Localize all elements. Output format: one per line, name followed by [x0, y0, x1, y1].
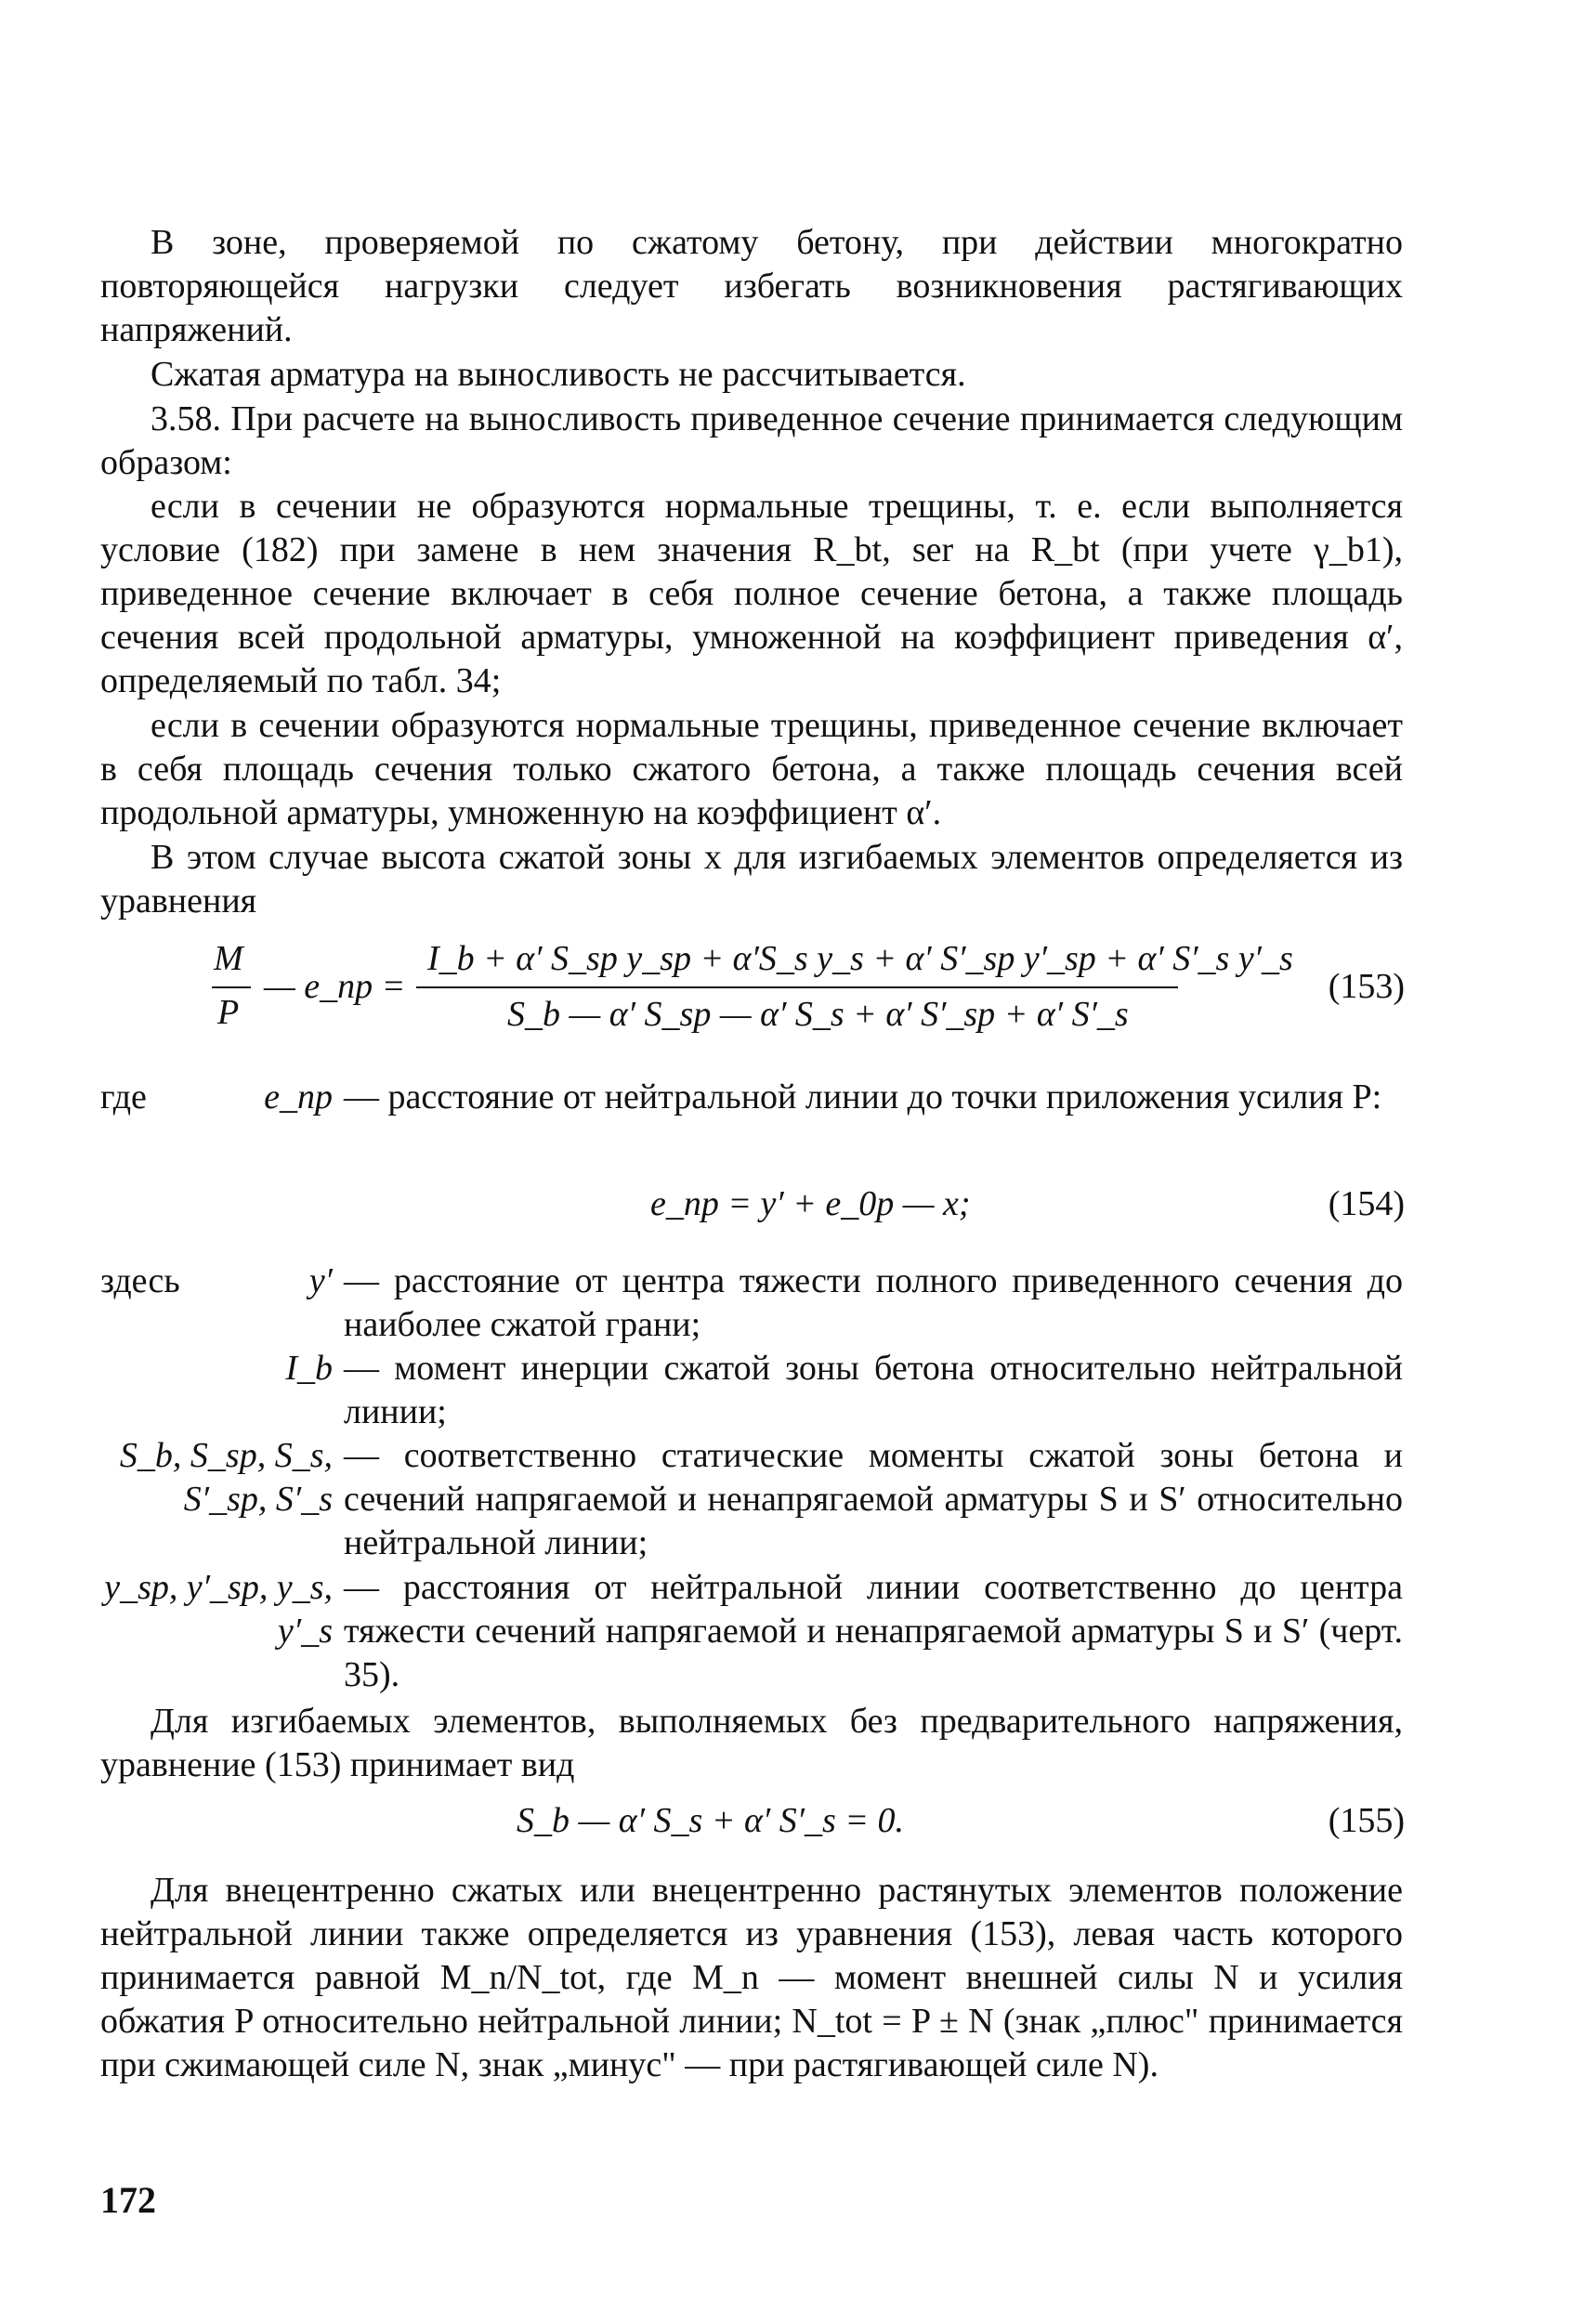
here-label: здесь: [100, 1261, 180, 1300]
definition-text: — расстояние от нейтральной линии до точки приложения усилия P:: [344, 1077, 1382, 1116]
eq153-numerator: I_b + α′ S_sp y_sp + α′S_s y_s + α′ S′_sp y′_sp + α′ S′_s y′_s: [427, 939, 1293, 978]
paragraph-section-3-58: 3.58. При расчете на выносливость приведенное сечение принимается следующим образом:: [100, 399, 1403, 482]
eq155-number: (155): [1328, 1801, 1405, 1840]
eq153-fraction-bar: [416, 986, 1178, 988]
definition-text: — момент инерции сжатой зоны бетона относительно нейтральной линии;: [344, 1349, 1403, 1431]
paragraph-eccentric-elements: Для внецентренно сжатых или внецентренно растянутых элементов положение нейтральной линии также определяется из уравнения (153), левая часть которого принимается равной M_n/N_tot, где M_n — момент внешней силы N и усилия обжатия P относительно нейтральной линии; N_tot = P ± N (знак „плюс" принимается при сжимающей силе N, знак „минус" — при растягивающей силе N).: [100, 1871, 1403, 2084]
definition-text: — расстояния от нейтральной линии соответственно до центра тяжести сечений напрягаемой и ненапрягаемой арматуры S и S′ (черт. 35).: [344, 1568, 1403, 1694]
eq153-number: (153): [1328, 967, 1405, 1006]
definition-text: — соответственно статические моменты сжатой зоны бетона и сечений напрягаемой и ненапрягаемой арматуры S и S′ относительно нейтральной линии;: [344, 1436, 1403, 1562]
page-number: 172: [100, 2179, 156, 2221]
paragraph-no-cracks: если в сечении не образуются нормальные трещины, т. е. если выполняется условие (182) при замене в нем значения R_bt, ser на R_bt (при учете γ_b1), приведенное сечение включает в себя полное сечение бетона, а также площадь сечения всей продольной арматуры, умноженной на коэффициент приведения α′, определяемый по табл. 34;: [100, 487, 1403, 700]
definition-symbol: S_b, S_sp, S_s, S′_sp, S′_s: [119, 1436, 333, 1519]
definition-distances: [0, 1566, 1571, 1705]
definition-symbol: e_np: [264, 1077, 333, 1116]
paragraph-compressed-zone: В зоне, проверяемой по сжатому бетону, при действии многократно повторяющейся нагрузки следует избегать возникновения растягивающих напряжений.: [100, 223, 1403, 349]
definition-text: — расстояние от центра тяжести полного приведенного сечения до наиболее сжатой грани;: [344, 1261, 1403, 1344]
eq153-lhs-denominator: P: [217, 993, 240, 1032]
eq153-denominator: S_b — α′ S_sp — α′ S_s + α′ S′_sp + α′ S′_s: [507, 995, 1129, 1034]
eq153-lhs-numerator: M: [214, 939, 243, 978]
eq153-lhs-rest: — e_np =: [264, 967, 406, 1006]
where-label: где: [100, 1077, 147, 1116]
paragraph-bending-elements: Для изгибаемых элементов, выполняемых без предварительного напряжения, уравнение (153) принимает вид: [100, 1702, 1403, 1784]
paragraph-compressed-reinforcement: Сжатая арматура на выносливость не рассчитывается.: [151, 355, 966, 394]
paragraph-compressed-height: В этом случае высота сжатой зоны x для изгибаемых элементов определяется из уравнения: [100, 838, 1403, 920]
eq155-text: S_b — α′ S_s + α′ S′_s = 0.: [517, 1801, 904, 1840]
definition-i-b: [0, 1347, 1571, 1440]
eq153-lhs-fraction-bar: [212, 986, 251, 988]
definition-static-moments: [0, 1434, 1571, 1573]
definition-e-np: [0, 1076, 1571, 1169]
eq154-number: (154): [1328, 1184, 1405, 1223]
paragraph-with-cracks: если в сечении образуются нормальные трещины, приведенное сечение включает в себя площадь сечения только сжатого бетона, а также площадь сечения всей продольной арматуры, умноженную на коэффициент α′.: [100, 706, 1403, 832]
eq154-text: e_np = y′ + e_0p — x;: [650, 1184, 971, 1223]
definition-symbol: y′: [308, 1261, 333, 1300]
definition-symbol: y_sp, y′_sp, y_s, y′_s: [104, 1568, 333, 1651]
definition-y-prime: [0, 1260, 1571, 1352]
definition-symbol: I_b: [285, 1349, 333, 1388]
